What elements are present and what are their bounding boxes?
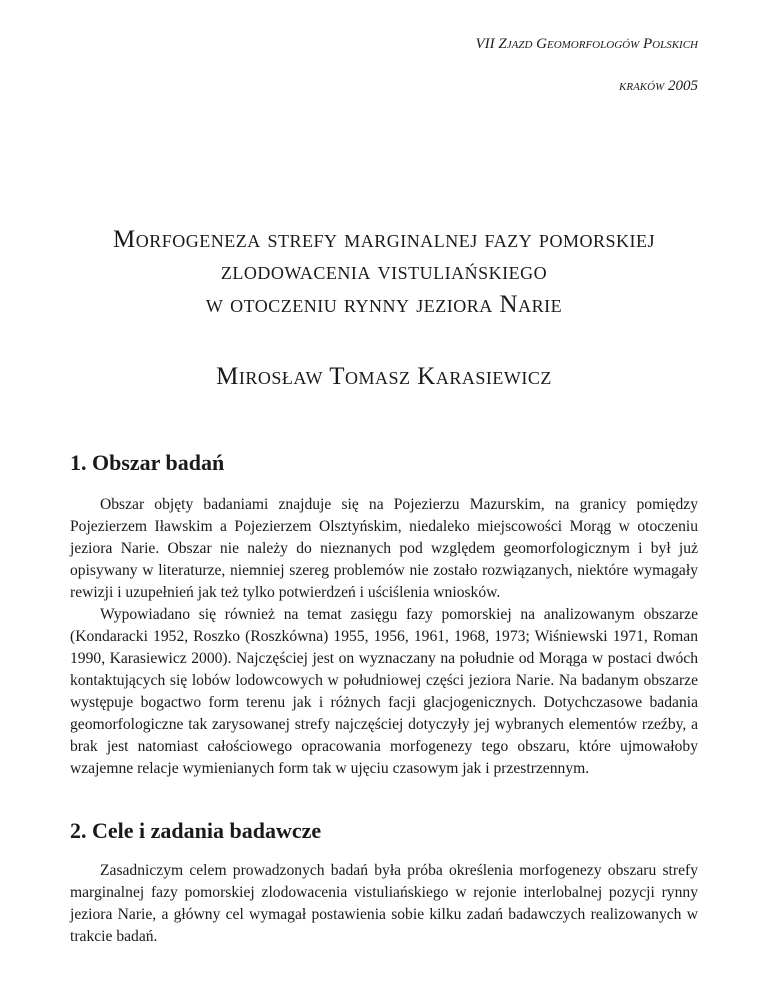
paper-title-line-3: w otoczeniu rynny jeziora Narie — [205, 291, 563, 318]
section-body-2 — [70, 860, 698, 948]
section-heading-2: 2. Cele i zadania badawcze — [70, 818, 322, 843]
paragraph: Wypowiadano się również na temat zasięgu fazy pomorskiej na analizowanym obszarze (Kondaracki 1952, Roszko (Roszkówna) 1955, 1956, 1961, 1968, 1973; Wiśniewski 1971, Roman 1990, Karasiewicz 2000). Najczęściej jest on wyznaczany na południe od Morąga w postaci dwóch kontaktujących się lobów lodowcowych w południowej części jeziora Narie. Na badanym obszarze występuje bogactwo form terenu jak i różnych facji glacjogenicznych. Dotychczasowe badania geomorfologiczne tak zarysowanej strefy najczęściej dotyczyły jej wybranych elementów rzeźby, a brak jest natomiast całościowego opracowania morfogenezy tego obszaru, które ujmowałoby wzajemne relacje wymienianych form tak w ujęciu czasowym jak i przestrzennym. — [70, 606, 698, 777]
section-body-1 — [70, 494, 698, 780]
paragraph: Obszar objęty badaniami znajduje się na Pojezierzu Mazurskim, na granicy pomiędzy Pojezierzem Iławskim a Pojezierzem Olsztyńskim, niedaleko miejscowości Morąg w otoczeniu jeziora Narie. Obszar nie należy do nieznanych pod względem geomorfologicznym i był już opisywany w literaturze, niemniej szereg problemów nie zostało rozwiązanych, niektóre wymagały rewizji i uzupełnień jak też tylko potwierdzeń i uściślenia wniosków. — [70, 496, 698, 601]
paper-title-line-2: zlodowacenia vistuliańskiego — [220, 258, 548, 285]
section-heading-1: 1. Obszar badań — [70, 450, 225, 475]
paragraph: Zasadniczym celem prowadzonych badań była próba określenia morfogenezy obszaru strefy marginalnej fazy pomorskiej zlodowacenia vistuliańskiego w rejonie interlobalnej pozycji rynny jeziora Narie, a główny cel wymagał postawienia sobie kilku zadań badawczych realizowanych w trakcie badań. — [70, 862, 698, 945]
paper-title-line-1: Morfogeneza strefy marginalnej fazy pomorskiej — [113, 226, 655, 253]
running-head-conference: VII Zjazd Geomorfologów Polskich — [475, 36, 698, 52]
running-head-place-year: kraków 2005 — [619, 78, 698, 94]
author-name: Mirosław Tomasz Karasiewicz — [216, 363, 552, 390]
